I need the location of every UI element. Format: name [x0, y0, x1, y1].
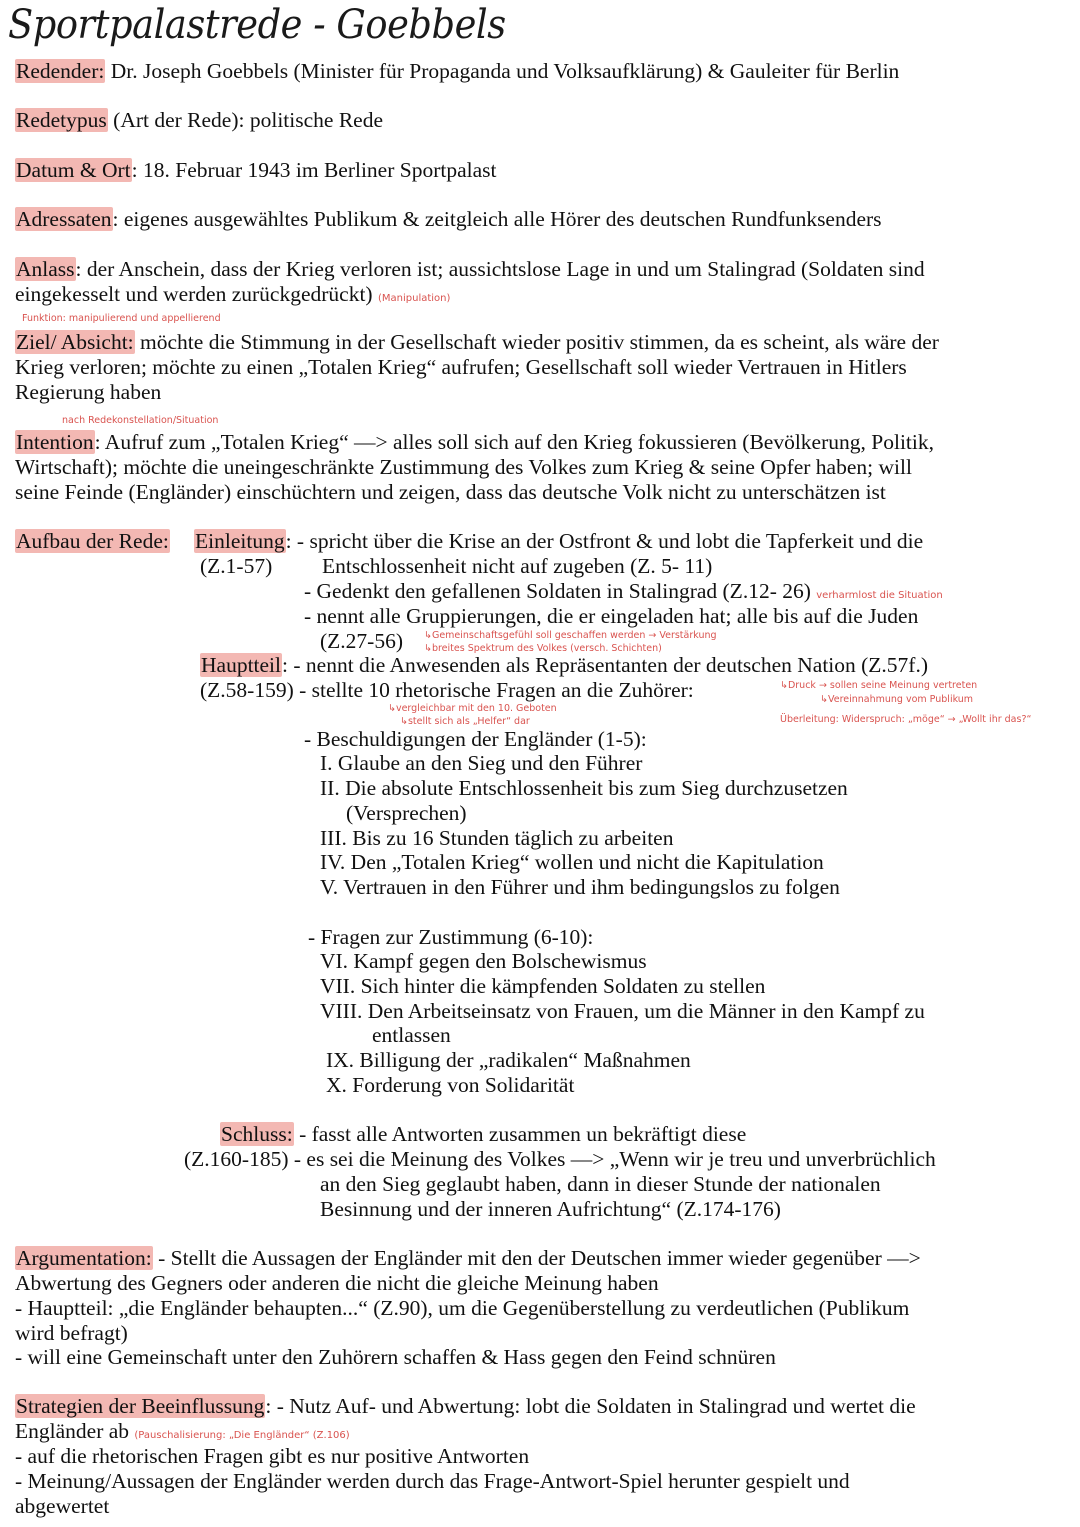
schluss-line-1	[220, 1122, 746, 1147]
hauptteil-text-2: - stellte 10 rhetorische Fragen an die Zuhörer:	[293, 678, 694, 702]
strategien-note: (Pauschalisierung: „Die Engländer“ (Z.106)	[134, 1430, 350, 1441]
schluss-text-3: an den Sieg geglaubt haben, dann in dieser Stunde der nationalen	[320, 1172, 881, 1196]
intention-label: Intention	[16, 430, 94, 454]
redetypus-line	[15, 108, 383, 133]
ziel-line-1	[15, 330, 939, 355]
einleitung-line-1	[194, 529, 923, 554]
intention-text-1: : Aufruf zum „Totalen Krieg“ —> alles soll sich auf den Krieg fokussieren (Bevölkerung, Politik,	[94, 430, 934, 454]
ziel-label: Ziel/ Absicht:	[16, 330, 134, 354]
list-item: I. Glaube an den Sieg und den Führer	[320, 751, 643, 775]
list-item: VI. Kampf gegen den Bolschewismus	[320, 949, 647, 973]
strategien-label: Strategien der Beeinflussung	[16, 1394, 265, 1418]
argumentation-text-1: - Stellt die Aussagen der Engländer mit den der Deutschen immer wieder gegenüber —>	[152, 1246, 921, 1270]
einleitung-range: (Z.1-57)	[200, 554, 273, 578]
beschuldigungen-heading: - Beschuldigungen der Engländer (1-5):	[304, 727, 647, 751]
schluss-range: (Z.160-185)	[184, 1147, 289, 1171]
funktion-note: Funktion: manipulierend und appellierend	[22, 313, 221, 324]
datum-text: : 18. Februar 1943 im Berliner Sportpalast	[131, 158, 497, 182]
zustimmung-heading: - Fragen zur Zustimmung (6-10):	[308, 925, 594, 949]
hauptteil-text-1: : - nennt die Anwesenden als Repräsentanten der deutschen Nation (Z.57f.)	[282, 653, 929, 677]
page-title: Sportpalastrede - Goebbels	[8, 2, 506, 48]
hauptteil-note-vereinnahmung: ↳Vereinnahmung vom Publikum	[820, 694, 974, 705]
einleitung-note-verharmlost: verharmlost die Situation	[816, 590, 943, 601]
schluss-label: Schluss:	[221, 1122, 293, 1146]
argumentation-line-2: Abwertung des Gegners oder anderen die nicht die gleiche Meinung haben	[15, 1271, 659, 1295]
einleitung-text-2: Entschlossenheit nicht auf zugeben (Z. 5- 11)	[322, 554, 713, 578]
strategien-line-3: - auf die rhetorischen Fragen gibt es nur positive Antworten	[15, 1444, 530, 1468]
strategien-line-5: abgewertet	[15, 1494, 110, 1518]
strategien-line-1	[15, 1394, 916, 1419]
einleitung-note-spektrum: ↳breites Spektrum des Volkes (versch. Schichten)	[424, 643, 662, 654]
list-item: entlassen	[372, 1023, 451, 1047]
list-item: X. Forderung von Solidarität	[326, 1073, 575, 1097]
list-item: II. Die absolute Entschlossenheit bis zum Sieg durchzusetzen	[320, 776, 848, 800]
einleitung-label: Einleitung	[195, 529, 285, 553]
argumentation-line-4: wird befragt)	[15, 1321, 128, 1345]
list-item: IX. Billigung der „radikalen“ Maßnahmen	[326, 1048, 691, 1072]
list-item: IV. Den „Totalen Krieg“ wollen und nicht die Kapitulation	[320, 850, 824, 874]
intention-line-1	[15, 430, 934, 455]
strategien-line-4: - Meinung/Aussagen der Engländer werden durch das Frage-Antwort-Spiel herunter gespielt und	[15, 1469, 850, 1493]
hauptteil-note-ueberleitung: Überleitung: Widerspruch: „möge“ → „Wollt ihr das?“	[780, 714, 1032, 725]
intention-line-2: Wirtschaft); möchte die uneingeschränkte Zustimmung des Volkes zum Krieg & seine Opfer haben; will	[15, 455, 912, 479]
anlass-note: (Manipulation)	[377, 293, 451, 304]
redetypus-label: Redetypus	[16, 108, 107, 132]
einleitung-text-3-main: - Gedenkt den gefallenen Soldaten in Stalingrad (Z.12- 26)	[304, 579, 811, 603]
anlass-line-2	[15, 282, 450, 311]
anlass-label: Anlass	[16, 257, 75, 281]
ziel-line-3: Regierung haben	[15, 380, 162, 404]
adressaten-line	[15, 207, 882, 232]
argumentation-line-5: - will eine Gemeinschaft unter den Zuhörern schaffen & Hass gegen den Feind schnüren	[15, 1345, 776, 1369]
hauptteil-line-1	[200, 653, 928, 678]
einleitung-text-5: (Z.27-56)	[320, 629, 403, 653]
hauptteil-note-vergleich: ↳vergleichbar mit den 10. Geboten	[388, 703, 557, 714]
hauptteil-range: (Z.58-159)	[200, 678, 294, 702]
list-item: VII. Sich hinter die kämpfenden Soldaten zu stellen	[320, 974, 766, 998]
list-item: (Versprechen)	[346, 801, 467, 825]
hauptteil-note-helfer: ↳stellt sich als „Helfer“ dar	[400, 716, 530, 727]
datum-label: Datum & Ort	[16, 158, 131, 182]
anlass-line-1	[15, 257, 925, 282]
schluss-text-4: Besinnung und der inneren Aufrichtung“ (Z.174-176)	[320, 1197, 781, 1221]
adressaten-text: : eigenes ausgewähltes Publikum & zeitgleich alle Hörer des deutschen Rundfunksenders	[112, 207, 882, 231]
strategien-text-2: Engländer ab	[15, 1419, 130, 1443]
adressaten-label: Adressaten	[16, 207, 112, 231]
schluss-text-1: - fasst alle Antworten zusammen un bekräftigt diese	[293, 1122, 747, 1146]
argumentation-line-1	[15, 1246, 921, 1271]
hauptteil-note-druck: ↳Druck → sollen seine Meinung vertreten	[780, 680, 978, 691]
argumentation-line-3: - Hauptteil: „die Engländer behaupten...“ (Z.90), um die Gegenüberstellung zu verdeutlichen (Publikum	[15, 1296, 910, 1320]
hauptteil-label: Hauptteil	[201, 653, 282, 677]
anlass-text-1: : der Anschein, dass der Krieg verloren ist; aussichtslose Lage in und um Stalingrad (Soldaten sind	[75, 257, 925, 281]
schluss-line-2	[184, 1147, 936, 1172]
redender-text: Dr. Joseph Goebbels (Minister für Propaganda und Volksaufklärung) & Gauleiter für Berlin	[105, 59, 900, 83]
list-item: V. Vertrauen in den Führer und ihm bedingungslos zu folgen	[320, 875, 840, 899]
list-item: VIII. Den Arbeitseinsatz von Frauen, um die Männer in den Kampf zu	[320, 999, 925, 1023]
redetypus-text: (Art der Rede): politische Rede	[107, 108, 384, 132]
ziel-text-1: möchte die Stimmung in der Gesellschaft wieder positiv stimmen, da es scheint, als wäre der	[134, 330, 939, 354]
redender-label: Redender:	[16, 59, 105, 83]
datum-line	[15, 158, 497, 183]
aufbau-label: Aufbau der Rede:	[16, 529, 169, 553]
anlass-text-2: eingekesselt und werden zurückgedrückt)	[15, 282, 373, 306]
strategien-text-1: : - Nutz Auf- und Abwertung: lobt die Soldaten in Stalingrad und wertet die	[265, 1394, 916, 1418]
hauptteil-line-2	[200, 678, 694, 703]
intention-note: nach Redekonstellation/Situation	[62, 415, 219, 426]
schluss-text-2: - es sei die Meinung des Volkes —> „Wenn wir je treu und unverbrüchlich	[288, 1147, 936, 1171]
argumentation-label: Argumentation:	[16, 1246, 152, 1270]
redender-line	[15, 59, 899, 84]
intention-line-3: seine Feinde (Engländer) einschüchtern und zeigen, dass das deutsche Volk nicht zu unterschätzen ist	[15, 480, 886, 504]
einleitung-text-4: - nennt alle Gruppierungen, die er eingeladen hat; alle bis auf die Juden	[304, 604, 919, 628]
ziel-line-2: Krieg verloren; möchte zu einen „Totalen Krieg“ aufrufen; Gesellschaft soll wieder Vertrauen in Hitlers	[15, 355, 907, 379]
list-item: III. Bis zu 16 Stunden täglich zu arbeiten	[320, 826, 674, 850]
aufbau-label-line	[15, 529, 170, 554]
einleitung-note-gemeinschaft: ↳Gemeinschaftsgefühl soll geschaffen werden → Verstärkung	[424, 630, 717, 641]
einleitung-text-1: : - spricht über die Krise an der Ostfront & und lobt die Tapferkeit und die	[285, 529, 924, 553]
